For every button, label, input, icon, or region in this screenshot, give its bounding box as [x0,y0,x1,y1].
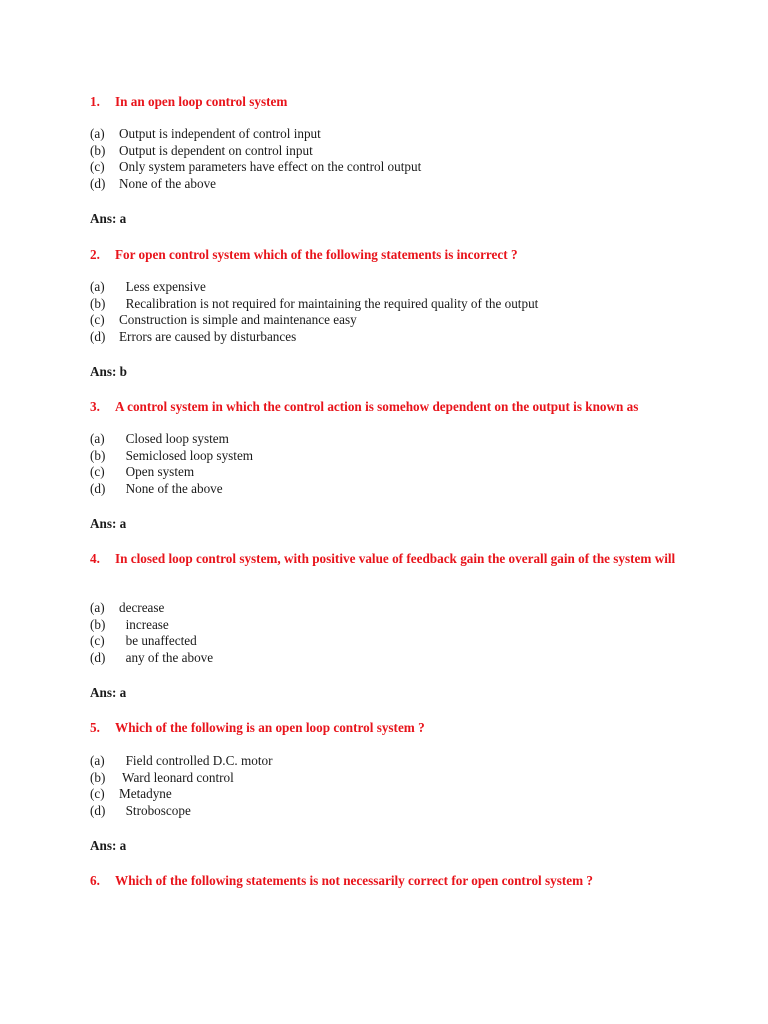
question-6 [90,872,690,889]
answer-3: Ans: a [90,516,127,531]
option-a: (a) decrease [90,600,165,615]
option-b: (b) Semiclosed loop system [90,447,254,463]
options-list-4 [90,600,710,666]
option-a: (a) Closed loop system [90,431,229,446]
question-text: Which of the following statements is not necessarily correct for open control system ? [115,873,593,888]
question-number: 3. [90,399,100,414]
question-text: In closed loop control system, with positive value of feedback gain the overall gain of the system will [115,551,676,566]
option-c: (c) Metadyne [90,786,172,801]
option-c: (c) be unaffected [90,633,197,648]
question-text: In an open loop control system [115,94,288,109]
option-b: (b) Ward leonard control [90,769,234,785]
answer-4: Ans: a [90,685,127,700]
option-b: (b) Recalibration is not required for maintaining the required quality of the output [90,295,539,311]
option-a: (a) Field controlled D.C. motor [90,753,273,768]
options-list-2 [90,279,710,345]
question-5 [90,719,690,736]
option-b: (b) increase [90,616,169,632]
option-d: (d) Errors are caused by disturbances [90,328,297,344]
question-number: 5. [90,720,100,735]
question-number: 4. [90,551,100,566]
option-c: (c) Construction is simple and maintenance easy [90,312,357,327]
options-list-3 [90,431,710,497]
question-number: 6. [90,873,100,888]
question-number: 1. [90,94,100,109]
question-3 [90,398,690,415]
options-list-5 [90,753,710,819]
question-4 [90,550,690,567]
question-text: Which of the following is an open loop control system ? [115,720,425,735]
option-d: (d) any of the above [90,649,214,665]
option-c: (c) Open system [90,464,195,479]
question-text: A control system in which the control action is somehow dependent on the output is known as [115,399,639,414]
question-2 [90,246,690,263]
option-c: (c) Only system parameters have effect on the control output [90,159,422,174]
answer-1: Ans: a [90,211,127,226]
option-d: (d) None of the above [90,175,217,191]
option-a: (a) Less expensive [90,279,206,294]
option-a: (a) Output is independent of control input [90,126,321,141]
question-number: 2. [90,247,100,262]
option-d: (d) Stroboscope [90,802,191,818]
answer-5: Ans: a [90,838,127,853]
option-b: (b) Output is dependent on control input [90,142,313,158]
option-d: (d) None of the above [90,480,223,496]
answer-2: Ans: b [90,364,128,379]
question-1 [90,93,690,110]
question-text: For open control system which of the following statements is incorrect ? [115,247,518,262]
options-list-1 [90,126,710,192]
